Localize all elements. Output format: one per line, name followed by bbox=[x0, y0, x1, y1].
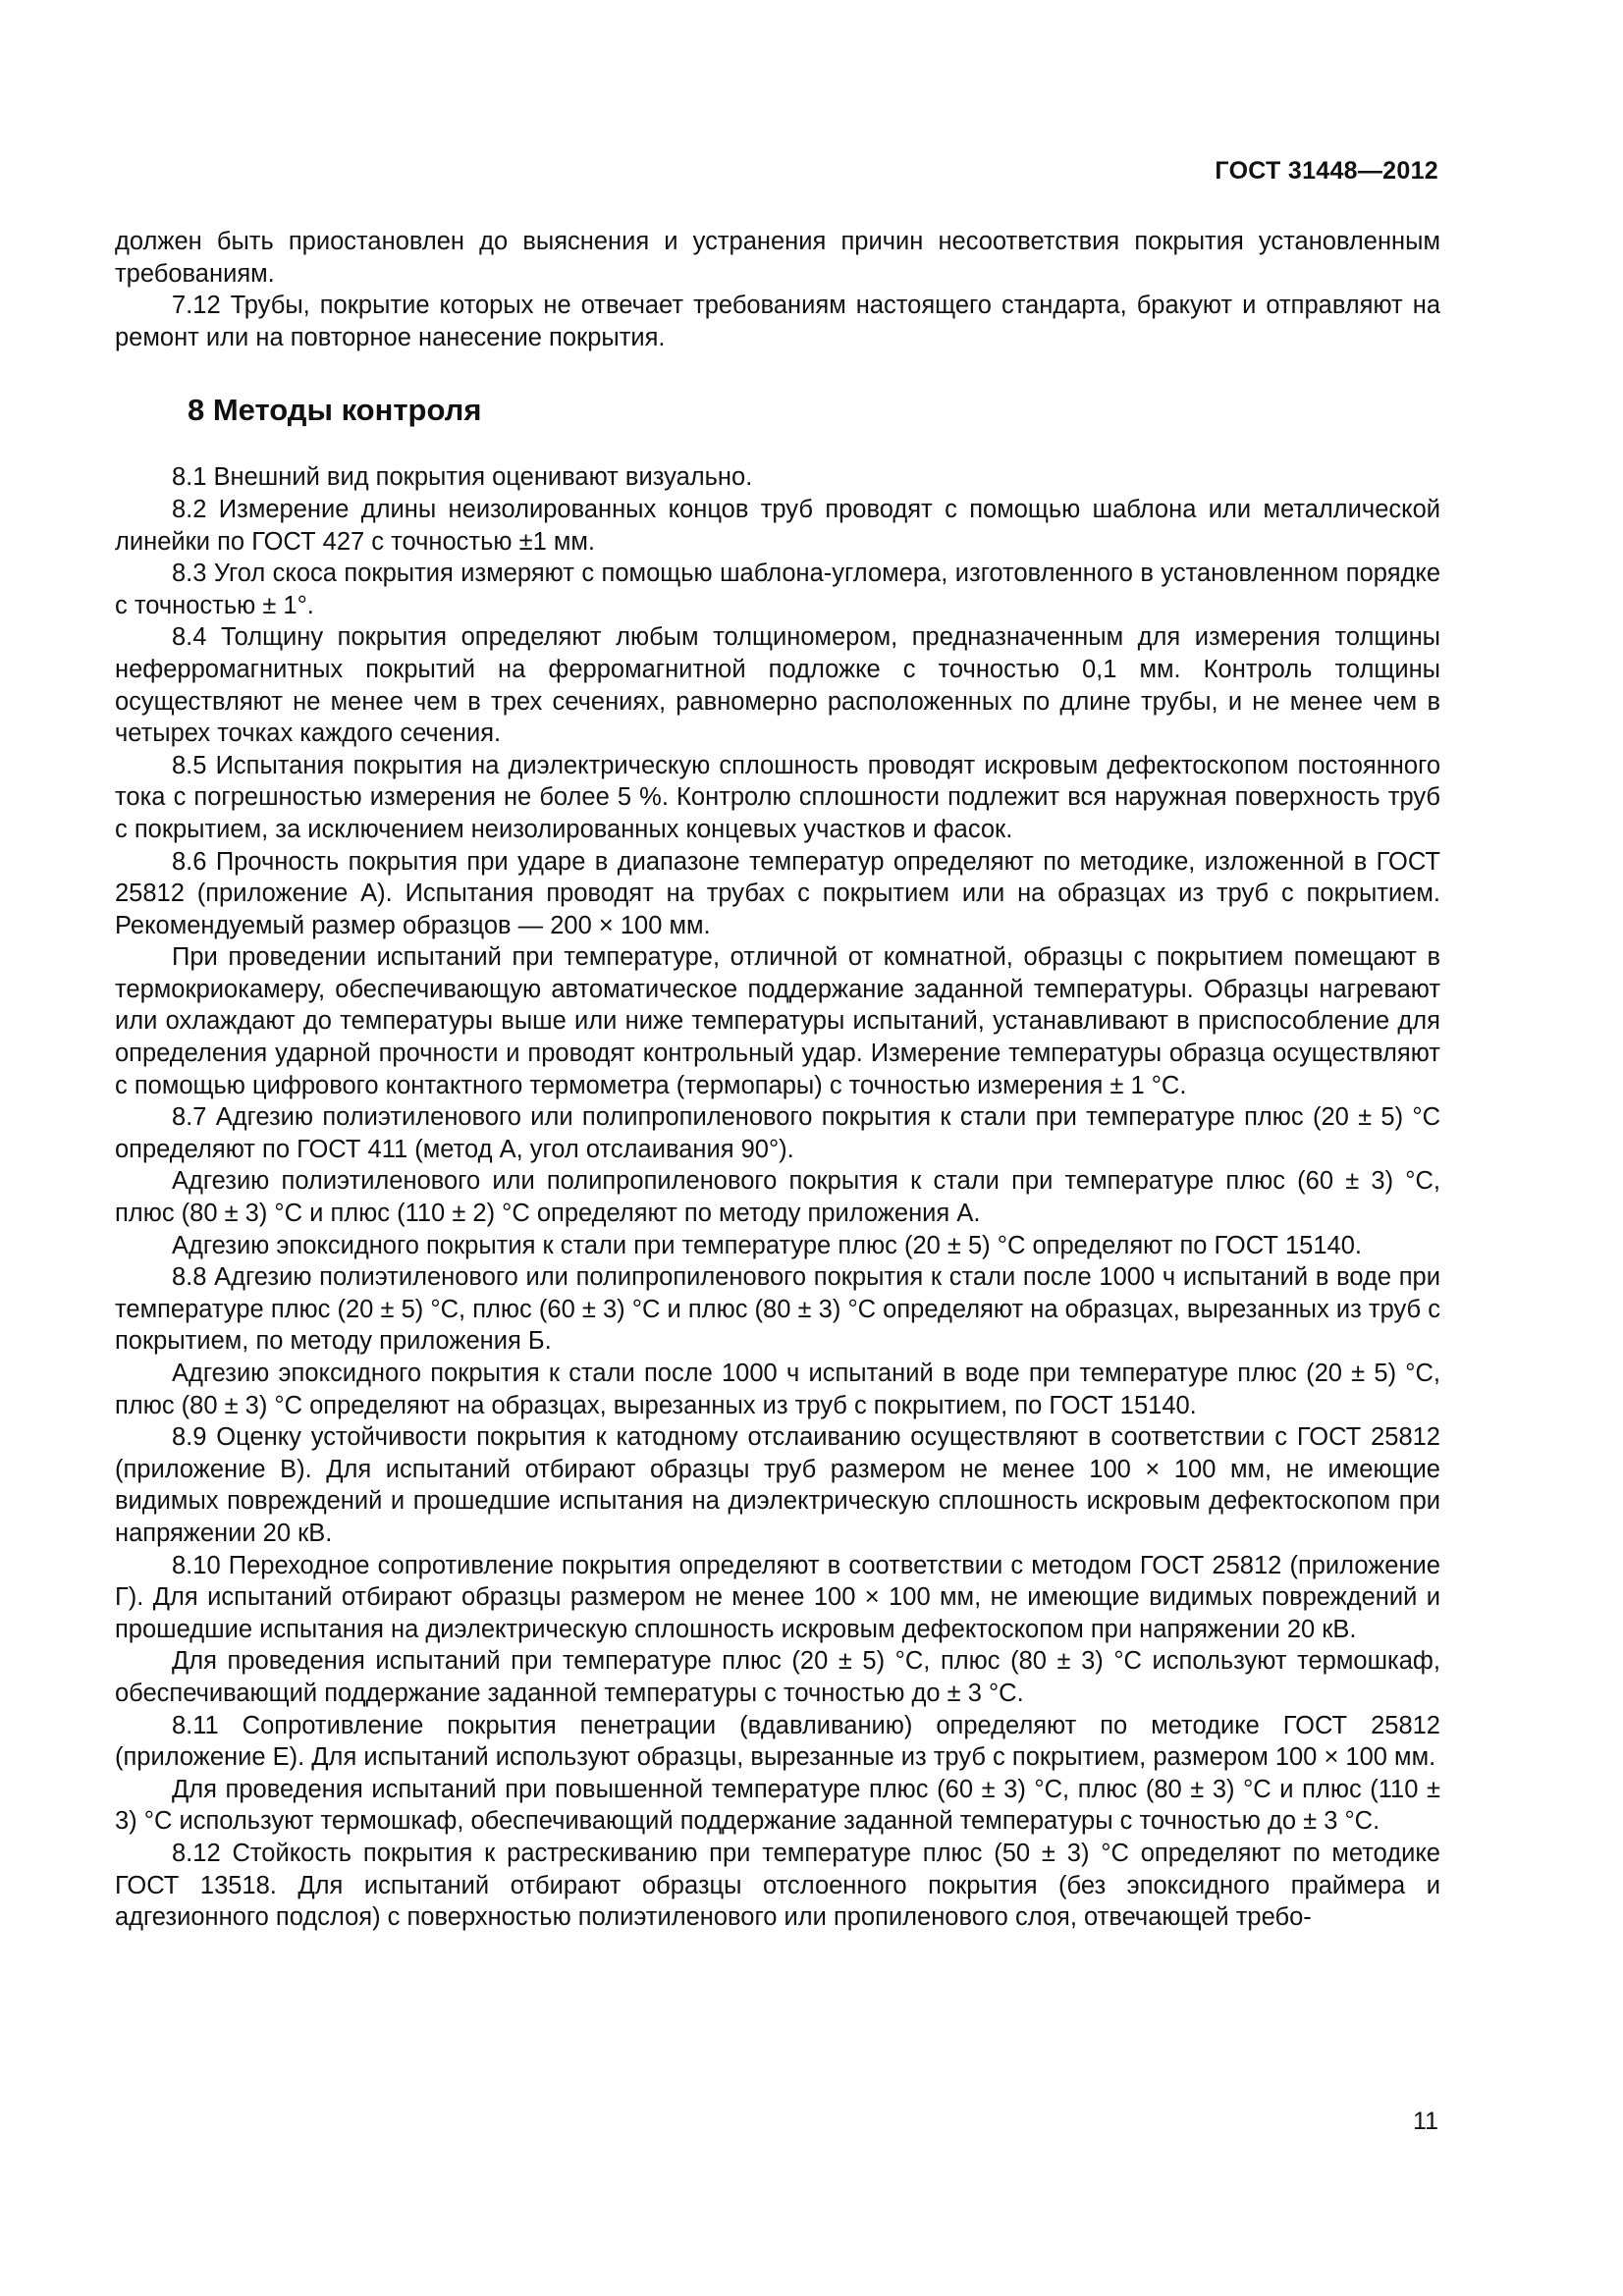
paragraph-8-12: 8.12 Стойкость покрытия к растрескиванию при температуре плюс (50 ± 3) °С определяют по методике ГОСТ 13518. Для испытаний отбирают образцы отслоенного покрытия (без эпоксидного праймера и адгезионного подслоя) с поверхностью полиэтиленового или пропиленового слоя, отвечающей требо- bbox=[115, 1839, 1440, 1932]
paragraph-8-7-epoxy: Адгезию эпоксидного покрытия к стали при температуре плюс (20 ± 5) °С определяют по ГОСТ 15140. bbox=[172, 1231, 1362, 1259]
page-number: 11 bbox=[1413, 2108, 1438, 2135]
paragraph-7-12: 7.12 Трубы, покрытие которых не отвечает требованиям настоящего стандарта, бракуют и отправляют на ремонт или на повторное нанесение покрытия. bbox=[115, 292, 1440, 351]
paragraph-continuation: должен быть приостановлен до выяснения и устранения причин несоответствия покрытия установленным требованиям. bbox=[115, 228, 1440, 288]
paragraph-8-7-elevated: Адгезию полиэтиленового или полипропиленового покрытия к стали при температуре плюс (60 ± 3) °С, плюс (80 ± 3) °С и плюс (110 ± 2) °С определяют по методу приложения А. bbox=[115, 1167, 1440, 1228]
paragraph-8-9: 8.9 Оценку устойчивости покрытия к катодному отслаиванию осуществляют в соответствии с ГОСТ 25812 (приложение В). Для испытаний отбирают образцы труб размером не менее 100 × 100 мм, не имеющие видимых повреждений и прошедшие испытания на диэлектрическую сплошность искровым дефектоскопом при напряжении 20 кВ. bbox=[115, 1423, 1440, 1547]
paragraph-8-7: 8.7 Адгезию полиэтиленового или полипропиленового покрытия к стали при температуре плюс (20 ± 5) °С определяют по ГОСТ 411 (метод А, угол отслаивания 90°). bbox=[115, 1103, 1440, 1163]
section-heading: 8 Методы контроля bbox=[188, 393, 482, 428]
paragraph-8-2: 8.2 Измерение длины неизолированных концов труб проводят с помощью шаблона или металлической линейки по ГОСТ 427 с точностью ±1 мм. bbox=[115, 495, 1440, 556]
paragraph-8-10-temperature: Для проведения испытаний при температуре плюс (20 ± 5) °С, плюс (80 ± 3) °С используют термошкаф, обеспечивающий поддержание заданной температуры с точностью до ± 3 °С. bbox=[115, 1647, 1440, 1707]
paragraph-8-3: 8.3 Угол скоса покрытия измеряют с помощью шаблона-угломера, изготовленного в установленном порядке с точностью ± 1°. bbox=[115, 560, 1440, 619]
paragraph-8-6-temperature: При проведении испытаний при температуре, отличной от комнатной, образцы с покрытием помещают в термокриокамеру, обеспечивающую автоматическое поддержание заданной температуры. Образцы нагревают или охлаждают до температуры выше или ниже температуры испытаний, устанавливают в приспособление для определения ударной прочности и проводят контрольный удар. Измерение температуры образца осуществляют с помощью цифрового контактного термометра (термопары) с точностью измерения ± 1 °С. bbox=[115, 943, 1440, 1099]
page-body bbox=[115, 226, 1440, 1934]
paragraph-8-5: 8.5 Испытания покрытия на диэлектрическую сплошность проводят искровым дефектоскопом постоянного тока с погрешностью измерения не более 5 %. Контролю сплошности подлежит вся наружная поверхность труб с покрытием, за исключением неизолированных концевых участков и фасок. bbox=[115, 751, 1440, 843]
paragraph-8-6: 8.6 Прочность покрытия при ударе в диапазоне температур определяют по методике, изложенной в ГОСТ 25812 (приложение А). Испытания проводят на трубах с покрытием или на образцах из труб с покрытием. Рекомендуемый размер образцов — 200 × 100 мм. bbox=[115, 847, 1440, 939]
paragraph-8-8: 8.8 Адгезию полиэтиленового или полипропиленового покрытия к стали после 1000 ч испытаний в воде при температуре плюс (20 ± 5) °С, плюс (60 ± 3) °С и плюс (80 ± 3) °С определяют на образцах, вырезанных из труб с покрытием, по методу приложения Б. bbox=[115, 1263, 1440, 1356]
paragraph-8-8-epoxy: Адгезию эпоксидного покрытия к стали после 1000 ч испытаний в воде при температуре плюс (20 ± 5) °С, плюс (80 ± 3) °С определяют на образцах, вырезанных из труб с покрытием, по ГОСТ 15140. bbox=[115, 1360, 1440, 1419]
paragraph-8-1: 8.1 Внешний вид покрытия оценивают визуально. bbox=[172, 463, 753, 492]
paragraph-8-10: 8.10 Переходное сопротивление покрытия определяют в соответствии с методом ГОСТ 25812 (приложение Г). Для испытаний отбирают образцы размером не менее 100 × 100 мм, не имеющие видимых повреждений и прошедшие испытания на диэлектрическую сплошность искровым дефектоскопом при напряжении 20 кВ. bbox=[115, 1551, 1440, 1643]
paragraph-8-11-temperature: Для проведения испытаний при повышенной температуре плюс (60 ± 3) °С, плюс (80 ± 3) °С и плюс (110 ± 3) °С используют термошкаф, обеспечивающий поддержание заданной температуры с точностью до ± 3 °С. bbox=[115, 1775, 1440, 1836]
paragraph-8-4: 8.4 Толщину покрытия определяют любым толщиномером, предназначенным для измерения толщины неферромагнитных покрытий на ферромагнитной подложке с точностью 0,1 мм. Контроль толщины осуществляют не менее чем в трех сечениях, равномерно расположенных по длине трубы, и не менее чем в четырех точках каждого сечения. bbox=[115, 623, 1440, 748]
document-code-header: ГОСТ 31448—2012 bbox=[1215, 157, 1438, 185]
paragraph-8-11: 8.11 Сопротивление покрытия пенетрации (вдавливанию) определяют по методике ГОСТ 25812 (приложение Е). Для испытаний используют образцы, вырезанные из труб с покрытием, размером 100 × 100 мм. bbox=[115, 1711, 1440, 1772]
